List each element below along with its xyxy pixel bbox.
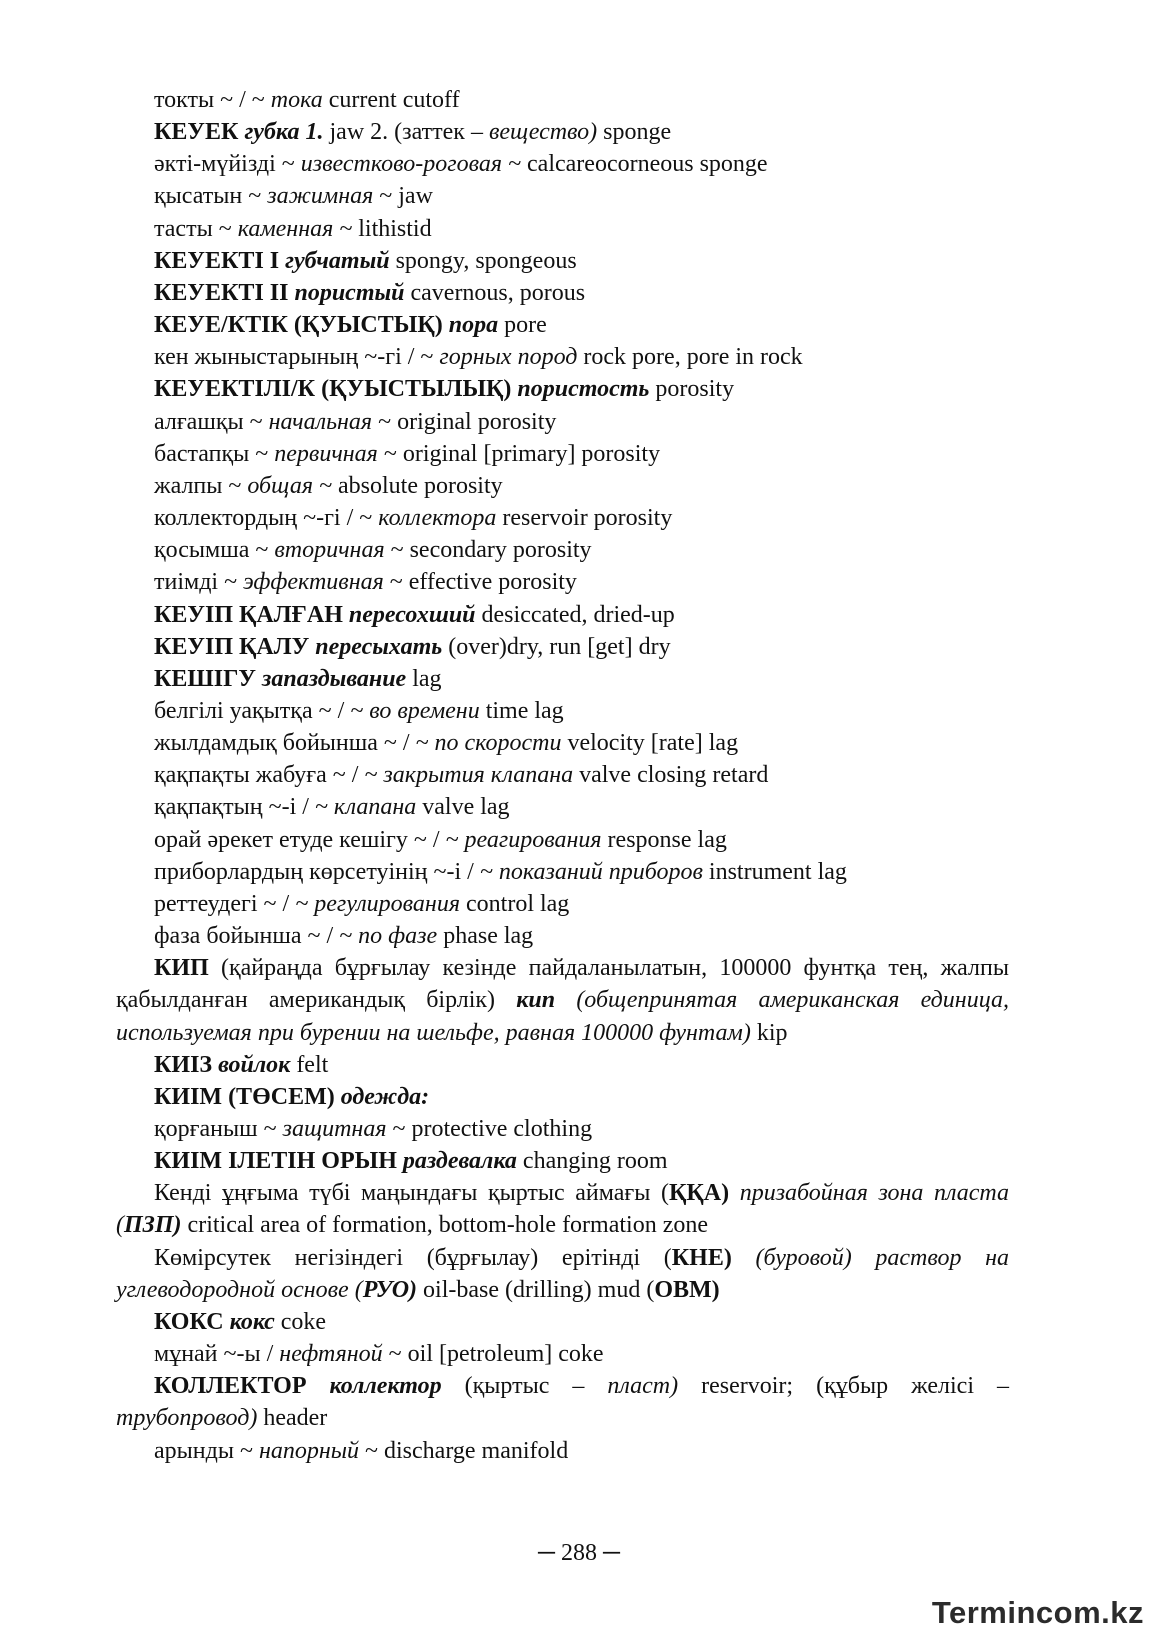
entry-text: ~ oil [petroleum] coke (382, 1341, 604, 1368)
entry-russian-term: пересохший (348, 601, 476, 628)
entry-russian-term: ПЗП) (124, 1212, 182, 1239)
entry-text: белгілі уақытқа ~ / (154, 697, 351, 724)
dictionary-entry (116, 631, 1009, 663)
entry-italic-text: начальная (268, 408, 373, 435)
entry-italic-text: ~ закрытия клапана (364, 762, 574, 789)
entry-text: қорғаныш ~ (154, 1116, 283, 1142)
dictionary-entry (116, 566, 1009, 598)
entry-text (729, 1180, 740, 1206)
dictionary-entry (116, 180, 1009, 212)
entry-text: ~ protective clothing (386, 1116, 593, 1142)
entry-text: rock pore, pore in rock (577, 344, 803, 371)
entry-russian-term: кип (516, 987, 556, 1014)
dictionary-entry (116, 1242, 1009, 1306)
dictionary-entry (116, 470, 1009, 502)
entry-text: current cutoff (322, 87, 460, 113)
entry-text: oil-base (drilling) mud ( (417, 1276, 655, 1303)
entry-text: Көмірсутек негізіндегі (бұрғылау) ерітінді ( (154, 1244, 672, 1271)
dictionary-entry (116, 1435, 1009, 1467)
entry-text: токты ~ / ~ (154, 87, 271, 113)
entry-russian-term: коллектор (329, 1373, 442, 1400)
entry-text: valve closing retard (573, 762, 769, 789)
entry-text: sponge (597, 119, 672, 146)
entry-italic-text: горных пород (439, 344, 578, 371)
entry-italic-text: ~ клапана (314, 794, 417, 821)
entry-italic-text: каменная ~ (237, 215, 353, 242)
entry-headword: КЕУІП ҚАЛҒАН (154, 601, 349, 628)
entry-italic-text: зажимная (267, 183, 374, 210)
entry-headword: ҚҚА) (668, 1180, 730, 1207)
entry-russian-term: пористость (517, 376, 650, 403)
entry-headword: КЕУЕКТІ I (154, 247, 286, 274)
entry-text: phase lag (437, 923, 534, 950)
entry-italic-text: коллектора (378, 505, 497, 532)
entry-text: қақпақты жабуға ~ / (154, 762, 365, 789)
entry-italic-text: первичная (274, 440, 378, 467)
dictionary-entry (116, 663, 1009, 695)
entry-text: cavernous, porous (404, 279, 586, 306)
dictionary-entry (116, 309, 1009, 341)
entry-text: мұнай ~-ы / (154, 1341, 280, 1368)
entry-text: valve lag (416, 794, 510, 821)
entry-text: коллектордың ~-гі / ~ (154, 505, 379, 532)
entry-headword: КЕШІГУ (154, 665, 262, 692)
dictionary-entry (116, 952, 1009, 1048)
entry-headword: КНЕ) (671, 1244, 732, 1271)
entry-text: қысатын ~ (154, 183, 268, 210)
dictionary-entry (116, 824, 1009, 856)
entry-text: (over)dry, run [get] dry (442, 633, 671, 660)
entry-text: реттеудегі ~ / (154, 890, 296, 917)
entry-italic-text: общая ~ (247, 472, 332, 499)
entry-italic-text: ~ во времени (350, 697, 480, 724)
entry-italic-text: ~ по фазе (339, 923, 438, 950)
entry-text (555, 987, 576, 1013)
entry-text: calcareocorneous sponge (521, 151, 768, 178)
entry-text: instrument lag (702, 858, 847, 885)
entry-text: ~ original [primary] porosity (377, 440, 661, 467)
entry-text: header (257, 1405, 328, 1432)
dictionary-entry (116, 213, 1009, 245)
dictionary-entry (116, 1049, 1009, 1081)
entry-text: жалпы ~ (154, 472, 248, 499)
entry-text: арынды ~ (154, 1437, 259, 1464)
dictionary-entry (116, 1177, 1009, 1241)
entry-text: тиімді ~ (154, 569, 244, 596)
dictionary-entry (116, 888, 1009, 920)
entry-headword: КЕУЕК (154, 119, 245, 146)
entry-italic-text: напорный (258, 1437, 360, 1464)
entry-italic-text: (общепринятая американская единица, используемая при бурении на шельфе, равная 100000 фунтам) (116, 987, 1010, 1046)
entry-headword: КЕУЕ/КТІК (ҚУЫСТЫҚ) (154, 312, 449, 339)
dictionary-entry (116, 599, 1009, 631)
entry-text: absolute porosity (331, 472, 503, 499)
entry-italic-text: вещество) (488, 119, 598, 146)
entry-text: jaw 2. (заттек – (323, 119, 489, 146)
entry-headword: OBM) (654, 1276, 720, 1303)
entry-text: time lag (479, 697, 564, 724)
entry-text: control lag (460, 890, 570, 917)
entry-italic-text: нефтяной (279, 1341, 383, 1368)
entry-italic-text: ~ по скорости (415, 730, 562, 757)
entry-italic-text: известково-роговая ~ (300, 151, 522, 178)
entry-russian-term: одежда: (340, 1083, 430, 1110)
entry-text: ~ effective porosity (383, 569, 577, 596)
entry-italic-text: призабойная зона пласта ( (116, 1180, 1010, 1239)
dictionary-entry (116, 695, 1009, 727)
entry-italic-text: ~ регулирования (295, 890, 460, 917)
entries-list (116, 84, 1009, 1467)
entry-text: жылдамдық бойынша ~ / (154, 730, 416, 757)
entry-italic-text: ~ показаний приборов (479, 858, 703, 885)
entry-text: critical area of formation, bottom-hole formation zone (181, 1212, 709, 1239)
entry-russian-term: войлок (218, 1051, 291, 1078)
entry-russian-term: губка 1. (244, 119, 324, 146)
entry-italic-text: эффективная (243, 569, 384, 596)
page-number: ─ 288 ─ (537, 1540, 620, 1566)
site-watermark: Termincom.kz (931, 1595, 1144, 1630)
dictionary-entry (116, 502, 1009, 534)
entry-headword: КЕУЕКТІЛІ/К (ҚУЫСТЫЛЫҚ) (154, 376, 518, 403)
entry-italic-text: ~ реагирования (445, 826, 602, 853)
entry-text: Кенді ұңғыма түбі маңындағы қыртыс аймағы ( (154, 1180, 669, 1207)
entry-text: ~ secondary porosity (384, 537, 592, 564)
entry-text: приборлардың көрсетуінің ~-і / (154, 858, 480, 885)
entry-russian-term: РУО) (362, 1276, 418, 1303)
dictionary-entry (116, 245, 1009, 277)
entry-text: қосымша ~ (154, 537, 275, 564)
dictionary-entry (116, 1370, 1009, 1434)
dictionary-entry (116, 1306, 1009, 1338)
entry-headword: КИІЗ (154, 1051, 219, 1078)
dictionary-entry (116, 920, 1009, 952)
entry-text: spongy, spongeous (389, 247, 577, 274)
entry-text: reservoir; (құбыр желісі – (678, 1373, 1009, 1400)
entry-text: әкті-мүйізді ~ (154, 151, 301, 178)
entry-italic-text: вторичная (274, 537, 385, 564)
dictionary-entry (116, 1145, 1009, 1177)
entry-text: фаза бойынша ~ / (154, 923, 340, 950)
entry-italic-text: трубопровод) (116, 1405, 258, 1432)
entry-text: porosity (649, 376, 735, 403)
entry-text: kip (750, 1019, 788, 1046)
entry-russian-term: запаздывание (262, 665, 407, 692)
entry-headword: КИП (154, 955, 209, 982)
dictionary-entry (116, 856, 1009, 888)
dictionary-entry (116, 727, 1009, 759)
entry-text: lithistid (352, 215, 432, 242)
dictionary-entry (116, 438, 1009, 470)
entry-headword: КЕУІП ҚАЛУ (154, 633, 316, 660)
entry-russian-term: кокс (229, 1308, 275, 1335)
dictionary-entry (116, 759, 1009, 791)
entry-italic-text: пласт) (607, 1373, 679, 1400)
entry-text: (қыртыс – (441, 1373, 608, 1400)
entry-text: кен жыныстарының ~-гі / ~ (154, 344, 440, 371)
entry-text: ~ discharge manifold (359, 1437, 569, 1464)
entry-russian-term: раздевалка (402, 1148, 517, 1175)
entry-headword: КИІМ ІЛЕТІН ОРЫН (154, 1148, 403, 1175)
entry-russian-term: пористый (294, 279, 405, 306)
entry-text: response lag (601, 826, 727, 853)
entry-headword: КИІМ (ТӨСЕМ) (154, 1083, 341, 1110)
entry-text: lag (406, 665, 442, 692)
dictionary-entry (116, 406, 1009, 438)
entry-text: ~ jaw (373, 183, 433, 210)
entry-text: reservoir porosity (496, 505, 673, 532)
dictionary-entry (116, 116, 1009, 148)
entry-italic-text: (буровой) раствор на углеводородной основе ( (116, 1244, 1010, 1303)
entry-text: velocity [rate] lag (561, 730, 739, 757)
entry-italic-text: защитная (282, 1116, 387, 1142)
entry-russian-term: пересыхать (315, 633, 443, 660)
entry-russian-term: губчатый (285, 247, 390, 274)
entry-text: орай әрекет етуде кешігу ~ / (154, 826, 446, 853)
entry-text: алғашқы ~ (154, 408, 269, 435)
entry-text: changing room (516, 1148, 668, 1175)
entry-text: felt (290, 1051, 329, 1078)
dictionary-entry (116, 791, 1009, 823)
entry-text: coke (274, 1308, 327, 1335)
entry-text: тасты ~ (154, 215, 238, 242)
entry-text: pore (498, 312, 547, 339)
entry-text: ~ original porosity (372, 408, 557, 435)
dictionary-entry (116, 148, 1009, 180)
dictionary-entry (116, 277, 1009, 309)
dictionary-entry (116, 373, 1009, 405)
entry-text: desiccated, dried-up (475, 601, 675, 628)
dictionary-entry (116, 1338, 1009, 1370)
dictionary-entry (116, 84, 1009, 116)
entry-text: бастапқы ~ (154, 440, 275, 467)
dictionary-entry (116, 1113, 1009, 1145)
entry-headword: КОКС (154, 1308, 230, 1335)
entry-text: қақпақтың ~-і / (154, 794, 315, 821)
entry-russian-term: пора (448, 312, 499, 339)
entry-headword: КЕУЕКТІ II (154, 279, 295, 306)
dictionary-entry (116, 534, 1009, 566)
entry-text: (қайраңда бұрғылау кезінде пайдаланылатын, 100000 фунтқа тең, жалпы қабылданған американдық бірлік) (116, 955, 1009, 1014)
dictionary-entry (116, 341, 1009, 373)
entry-italic-text: тока (270, 87, 323, 113)
entry-headword: КОЛЛЕКТОР (154, 1373, 330, 1400)
entry-text (732, 1245, 756, 1271)
dictionary-entry (116, 1081, 1009, 1113)
